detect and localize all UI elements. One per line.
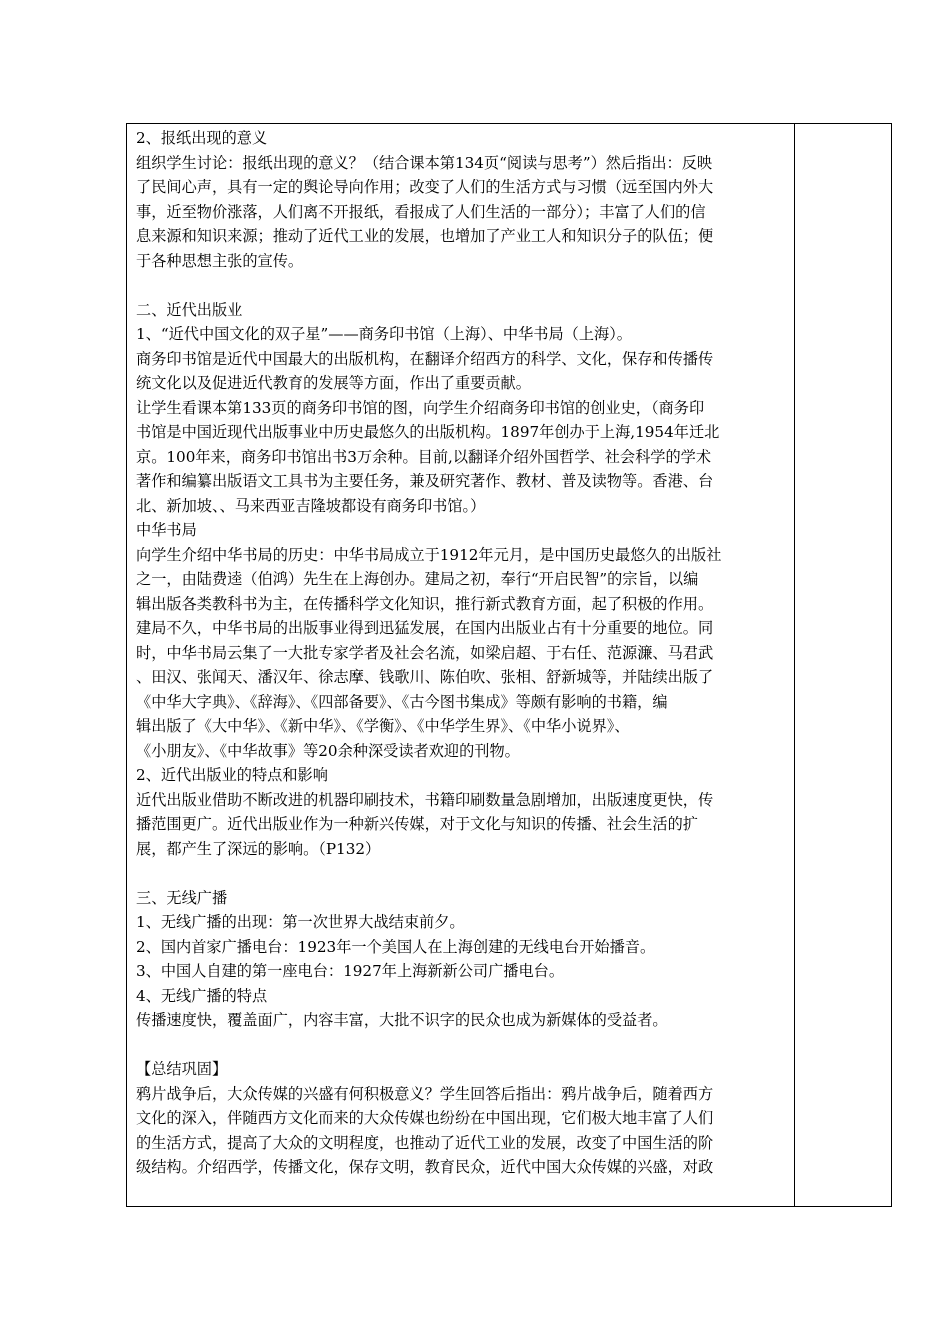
text-line: 事，近至物价涨落，人们离不开报纸，看报成了人们生活的一部分）；丰富了人们的信 (136, 202, 706, 221)
text-line: 让学生看课本第133页的商务印书馆的图，向学生介绍商务印书馆的创业史，（商务印 (136, 398, 705, 417)
notes-cell (795, 124, 891, 1206)
subsection-heading: 中华书局 (136, 521, 197, 539)
text-line: 4、无线广播的特点 (136, 986, 268, 1005)
text-line: 、田汉、张闻天、潘汉年、徐志摩、钱歌川、陈伯吹、张相、舒新城等，并陆续出版了 (136, 668, 714, 686)
text-line: 2、报纸出现的意义 (136, 129, 268, 147)
text-line: 文化的深入，伴随西方文化而来的大众传媒也纷纷在中国出现，它们极大地丰富了人们 (136, 1109, 714, 1127)
text-line: 级结构。介绍西学，传播文化，保存文明，教育民众，近代中国大众传媒的兴盛，对政 (136, 1158, 714, 1176)
text-line: 辑出版了《大中华》、《新中华》、《学衡》、《中华学生界》、《中华小说界》、 (136, 717, 630, 735)
text-line: 于各种思想主张的宣传。 (136, 251, 304, 270)
text-line: 展，都产生了深远的影响。（P132） (136, 839, 381, 858)
text-line: 辑出版各类教科书为主，在传播科学文化知识，推行新式教育方面，起了积极的作用。 (136, 594, 714, 613)
text-line: 1、无线广播的出现：第一次世界大战结束前夕。 (136, 913, 465, 931)
text-line: 的生活方式，提高了大众的文明程度，也推动了近代工业的发展，改变了中国生活的阶 (136, 1133, 714, 1152)
text-line: 商务印书馆是近代中国最大的出版机构，在翻译介绍西方的科学、文化，保存和传播传 (136, 349, 714, 368)
blank-line (136, 1033, 790, 1058)
section-heading: 二、近代出版业 (136, 300, 243, 319)
text-line: 统文化以及促进近代教育的发展等方面，作出了重要贡献。 (136, 374, 531, 392)
text-line: 建局不久，中华书局的出版事业得到迅猛发展，在国内出版业占有十分重要的地位。同 (136, 619, 714, 637)
blank-line (136, 273, 790, 298)
text-line: 3、中国人自建的第一座电台：1927年上海新新公司广播电台。 (136, 962, 565, 980)
text-line: 书馆是中国近现代出版事业中历史最悠久的出版机构。1897年创办于上海,1954年迁北 (136, 423, 720, 441)
text-line: 之一，由陆费逵（伯鸿）先生在上海创办。建局之初，奉行“开启民智”的宗旨，以编 (136, 570, 699, 588)
text-line: 鸦片战争后，大众传媒的兴盛有何积极意义？学生回答后指出：鸦片战争后，随着西方 (136, 1084, 714, 1103)
lesson-content-cell (136, 126, 790, 1180)
section-heading: 【总结巩固】 (136, 1060, 228, 1078)
text-line: 近代出版业借助不断改进的机器印刷技术，书籍印刷数量急剧增加，出版速度更快，传 (136, 790, 714, 809)
text-line: 2、国内首家广播电台：1923年一个美国人在上海创建的无线电台开始播音。 (136, 937, 656, 956)
text-line: 了民间心声，具有一定的舆论导向作用；改变了人们的生活方式与习惯（远至国内外大 (136, 178, 714, 196)
text-line: 播范围更广。近代出版业作为一种新兴传媒，对于文化与知识的传播、社会生活的扩 (136, 815, 698, 833)
text-line: 《中华大字典》、《辞海》、《四部备要》、《古今图书集成》等颇有影响的书籍，编 (136, 692, 668, 711)
text-line: 京。100年来，商务印书馆出书3万余种。目前,以翻译介绍外国哲学、社会科学的学术 (136, 447, 712, 466)
text-line: 时，中华书局云集了一大批专家学者及社会名流，如梁启超、于右任、范源濂、马君武 (136, 643, 714, 662)
text-line: 《小朋友》、《中华故事》等20余种深受读者欢迎的刊物。 (136, 741, 520, 760)
text-line: 传播速度快，覆盖面广，内容丰富，大批不识字的民众也成为新媒体的受益者。 (136, 1011, 668, 1029)
blank-line (136, 861, 790, 886)
section-heading: 三、无线广播 (136, 888, 228, 907)
text-line: 向学生介绍中华书局的历史：中华书局成立于1912年元月，是中国历史最悠久的出版社 (136, 545, 722, 564)
text-line: 北、新加坡、、马来西亚吉隆坡都设有商务印书馆。） (136, 496, 486, 515)
text-line: 组织学生讨论：报纸出现的意义？（结合课本第134页“阅读与思考”）然后指出：反映 (136, 153, 713, 172)
text-line: 1、“近代中国文化的双子星”——商务印书馆（上海）、中华书局（上海）。 (136, 325, 632, 343)
text-line: 著作和编纂出版语文工具书为主要任务，兼及研究著作、教材、普及读物等。香港、台 (136, 472, 714, 490)
text-line: 2、近代出版业的特点和影响 (136, 766, 328, 784)
text-line: 息来源和知识来源；推动了近代工业的发展，也增加了产业工人和知识分子的队伍；便 (136, 227, 714, 245)
